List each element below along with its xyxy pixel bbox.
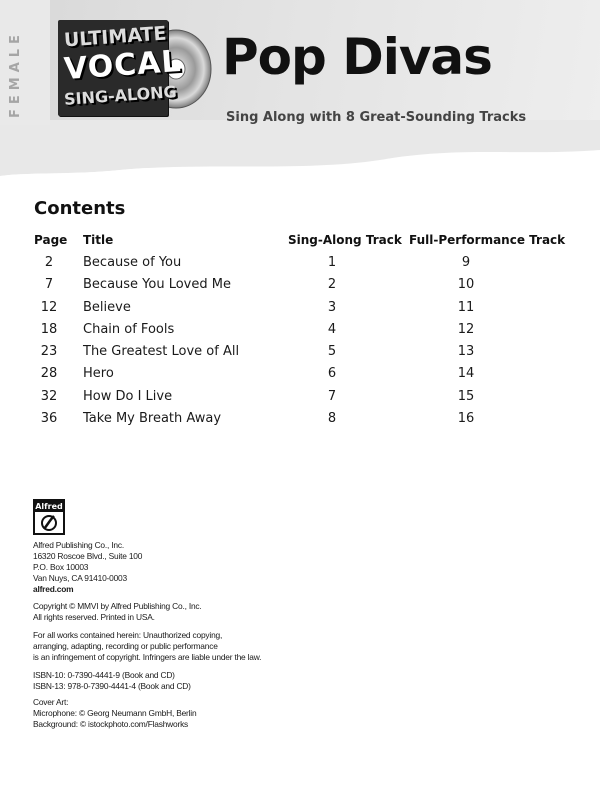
cover-art-line: Microphone: © Georg Neumann GmbH, Berlin xyxy=(33,708,197,718)
column-header-title: Title xyxy=(83,233,114,247)
publisher-address xyxy=(33,540,142,595)
row-title: The Greatest Love of All xyxy=(83,344,240,360)
notice-line: For all works contained herein: Unauthorized copying, xyxy=(33,630,223,640)
publisher-logo xyxy=(33,499,65,535)
isbn-block xyxy=(33,670,191,692)
row-sing-along-track: 7 xyxy=(327,388,337,404)
cover-art-line: Cover Art: xyxy=(33,697,69,707)
table-row xyxy=(0,275,600,297)
row-page: 12 xyxy=(40,299,58,315)
row-full-performance-track: 10 xyxy=(457,277,475,293)
row-page: 23 xyxy=(40,344,58,360)
header-torn-edge xyxy=(0,120,600,190)
row-sing-along-track: 5 xyxy=(327,344,337,360)
publisher-website-link[interactable]: alfred.com xyxy=(33,584,74,594)
notice-line: arranging, adapting, recording or public performance xyxy=(33,641,218,651)
row-page: 28 xyxy=(40,366,58,382)
row-title: Hero xyxy=(83,366,114,382)
row-sing-along-track: 4 xyxy=(327,321,337,337)
infringement-notice xyxy=(33,630,261,663)
series-logo-line2: VOCAL xyxy=(62,43,183,88)
copyright-notice xyxy=(33,601,202,623)
publisher-logo-text: Alfred xyxy=(35,502,63,511)
row-title: Take My Breath Away xyxy=(83,411,222,427)
row-sing-along-track: 1 xyxy=(327,255,337,270)
book-title: Pop Divas xyxy=(222,28,492,86)
row-page: 7 xyxy=(44,277,54,293)
column-header-full-performance: Full-Performance Track xyxy=(409,233,566,247)
address-line: Alfred Publishing Co., Inc. xyxy=(33,540,124,550)
copyright-line: Copyright © MMVI by Alfred Publishing Co., Inc. xyxy=(33,601,202,611)
address-line: 16320 Roscoe Blvd., Suite 100 xyxy=(33,551,143,561)
row-title: How Do I Live xyxy=(83,388,173,404)
table-row xyxy=(0,387,600,409)
row-full-performance-track: 12 xyxy=(457,321,475,337)
row-page: 18 xyxy=(40,321,58,337)
table-row xyxy=(0,253,600,275)
column-header-page: Page xyxy=(34,233,68,247)
row-title: Chain of Fools xyxy=(83,321,175,337)
row-title: Because You Loved Me xyxy=(83,277,231,293)
row-title: Because of You xyxy=(83,255,182,270)
row-full-performance-track: 15 xyxy=(457,388,475,404)
table-row xyxy=(0,364,600,386)
isbn-line: ISBN-10: 0-7390-4441-9 (Book and CD) xyxy=(33,670,175,680)
row-full-performance-track: 11 xyxy=(457,299,475,315)
cover-art-credits xyxy=(33,697,196,730)
table-row xyxy=(0,320,600,342)
notice-line: is an infringement of copyright. Infringers are liable under the law. xyxy=(33,652,262,662)
row-page: 2 xyxy=(44,255,54,270)
cover-art-line: Background: © istockphoto.com/Flashworks xyxy=(33,719,189,729)
row-sing-along-track: 6 xyxy=(327,366,337,382)
row-sing-along-track: 8 xyxy=(327,411,337,427)
row-sing-along-track: 2 xyxy=(327,277,337,293)
table-row xyxy=(0,409,600,431)
row-full-performance-track: 14 xyxy=(457,366,475,382)
series-logo-line1: ULTIMATE xyxy=(63,22,168,52)
row-full-performance-track: 9 xyxy=(461,255,471,270)
contents-table xyxy=(0,253,600,431)
isbn-line: ISBN-13: 978-0-7390-4441-4 (Book and CD) xyxy=(33,681,191,691)
series-logo-line3: SING-ALONG xyxy=(63,82,178,109)
book-subtitle: Sing Along with 8 Great-Sounding Tracks xyxy=(226,110,527,125)
row-page: 36 xyxy=(40,411,58,427)
contents-heading: Contents xyxy=(34,198,126,219)
column-header-sing-along: Sing-Along Track xyxy=(288,233,402,247)
treble-clef-logo-icon xyxy=(38,514,60,532)
row-page: 32 xyxy=(40,388,58,404)
copyright-line: All rights reserved. Printed in USA. xyxy=(33,612,155,622)
table-row xyxy=(0,298,600,320)
row-title: Believe xyxy=(83,299,131,315)
row-sing-along-track: 3 xyxy=(327,299,337,315)
row-full-performance-track: 16 xyxy=(457,411,475,427)
row-full-performance-track: 13 xyxy=(457,344,475,360)
address-line: Van Nuys, CA 91410-0003 xyxy=(33,573,127,583)
series-side-label: FEMALE xyxy=(8,30,23,118)
address-line: P.O. Box 10003 xyxy=(33,562,89,572)
table-row xyxy=(0,342,600,364)
